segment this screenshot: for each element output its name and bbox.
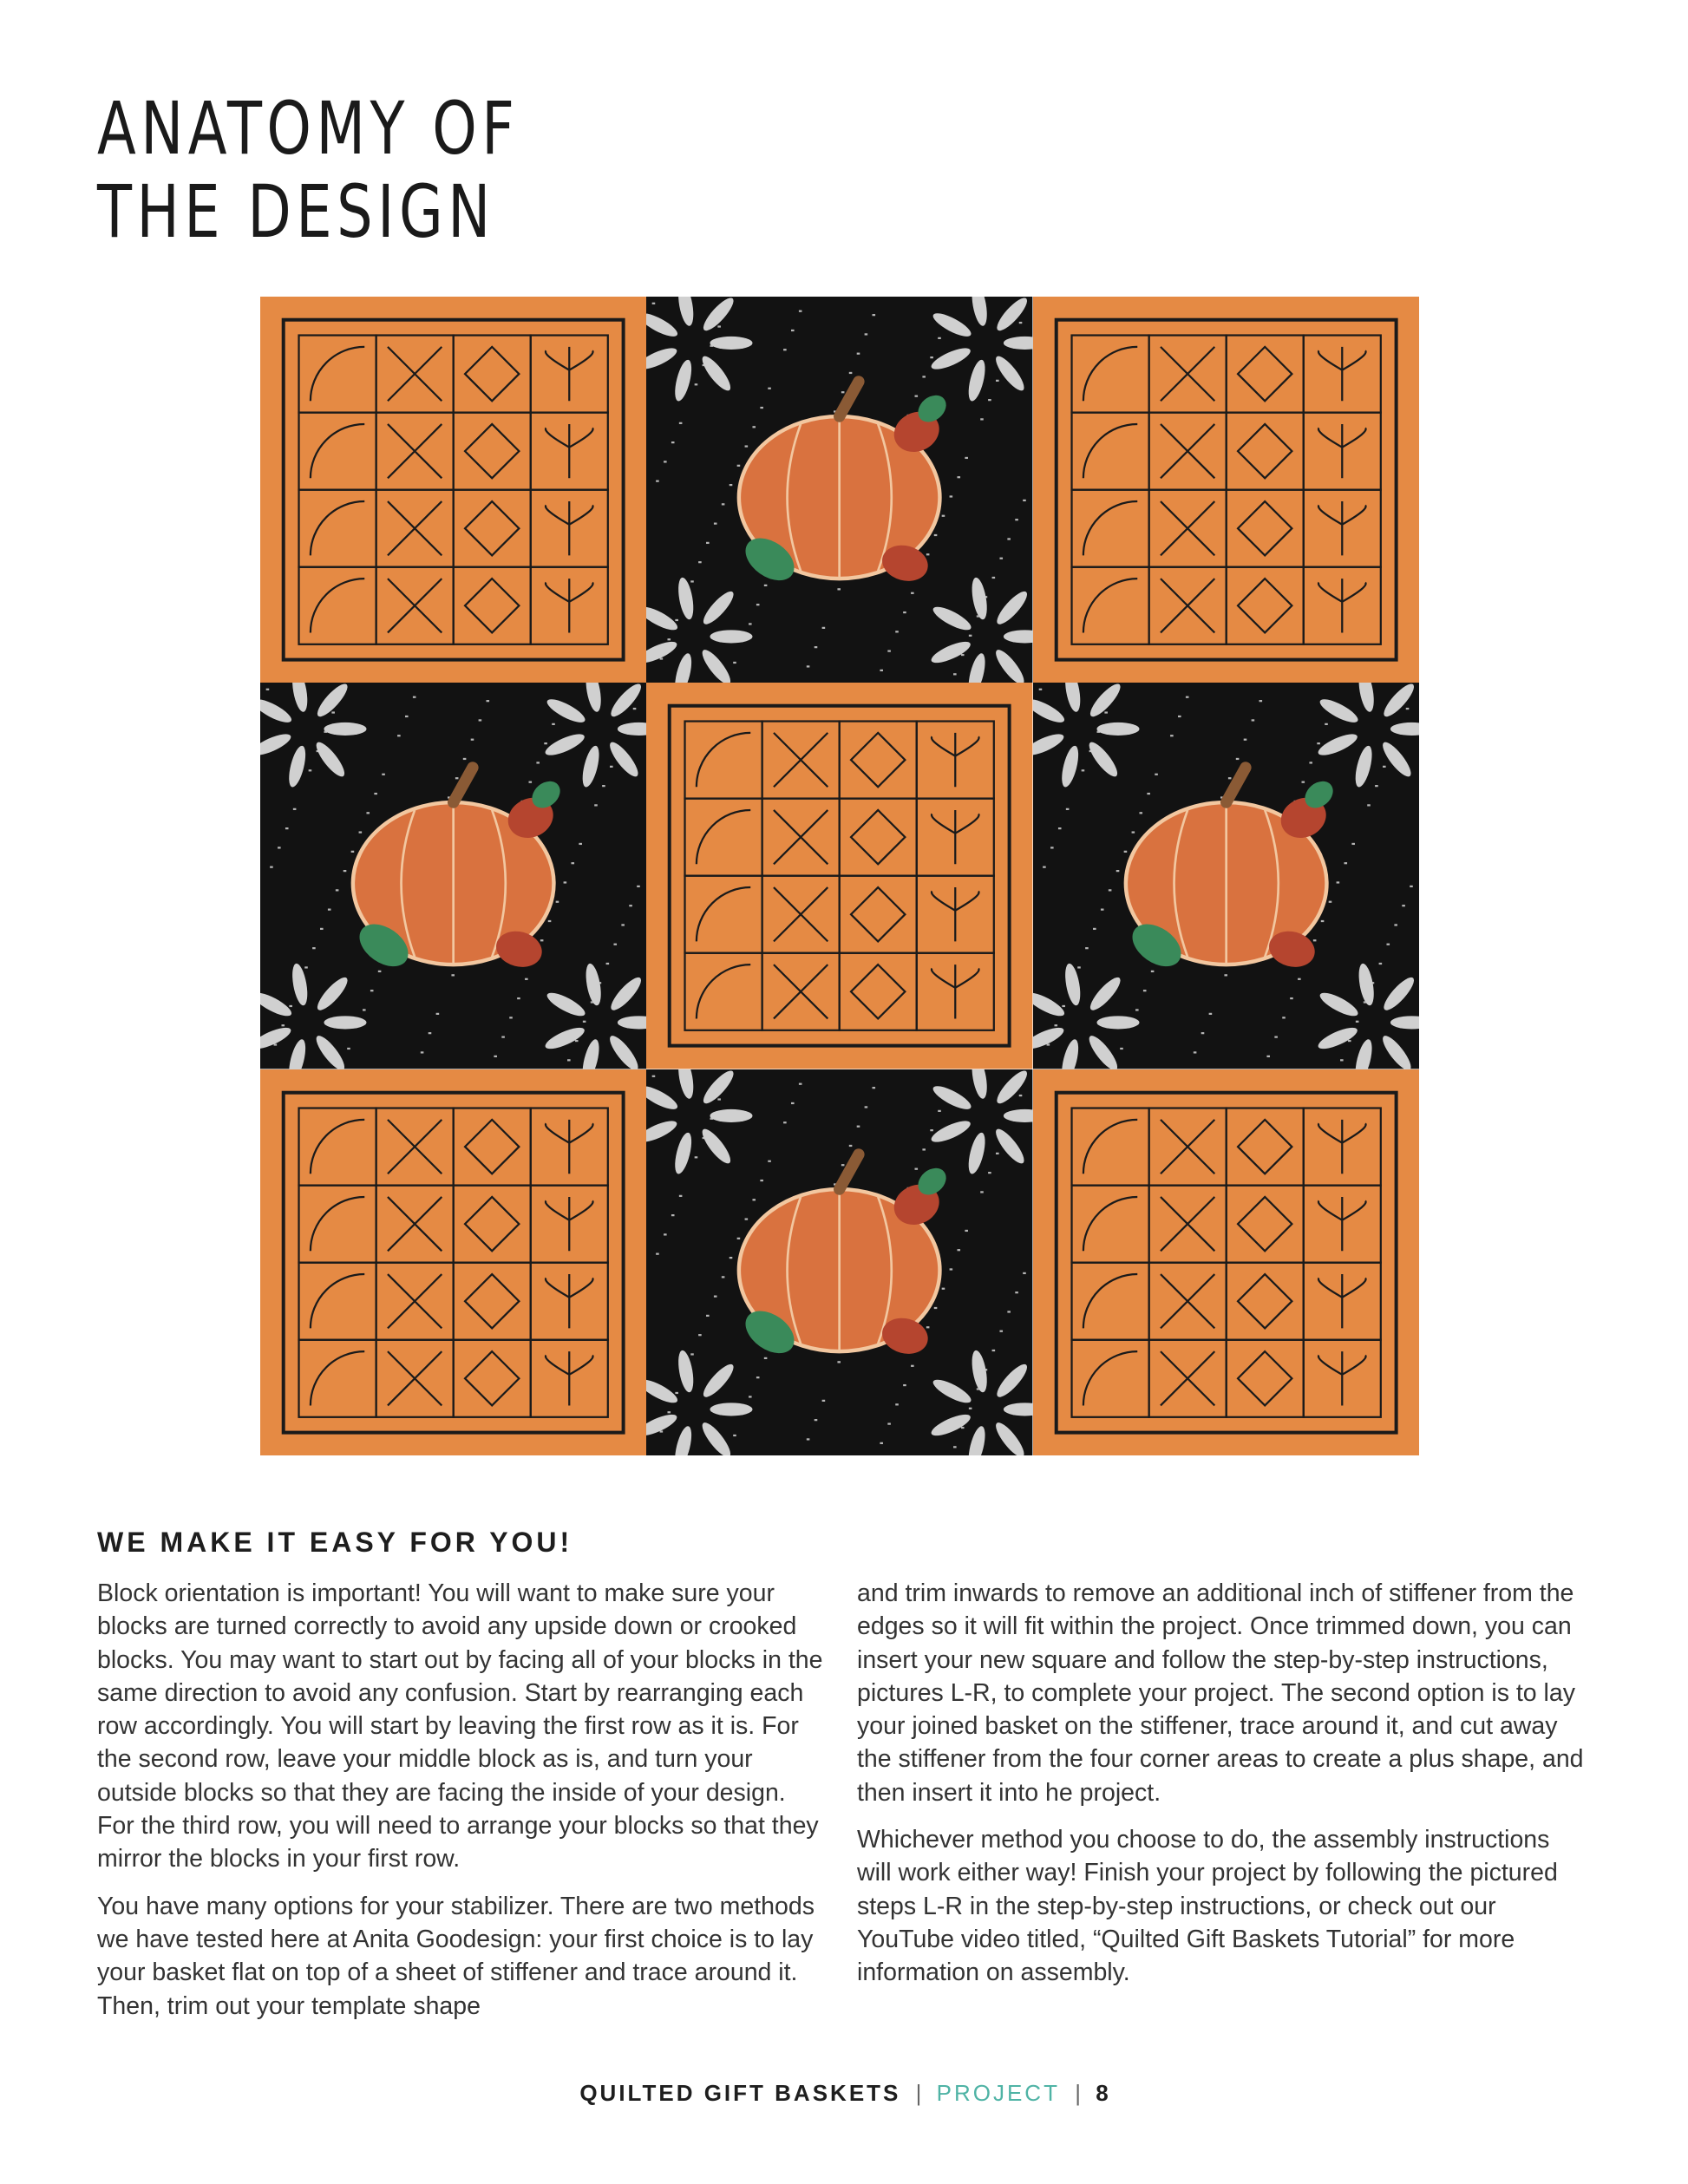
paragraph-stabilizer-options: You have many options for your stabilizer. There are two methods we have tested here at Anita Goodesign: your first choice is to lay your basket flat on top of a sheet of stiffener and trace around it. Then, trim out your template shape <box>97 1892 815 2020</box>
quilt-block-orange <box>1033 1069 1419 1455</box>
footer-section: PROJECT <box>936 2080 1060 2106</box>
quilt-block-orange <box>260 1069 646 1455</box>
section-heading: WE MAKE IT EASY FOR YOU! <box>97 1527 573 1558</box>
paragraph-assembly-instructions: Whichever method you choose to do, the assembly instructions will work either way! Finish your project by following the pictured steps L-R in the step-by-step instructions, or check out our YouTube video titled, “Quilted Gift Baskets Tutorial” for more information on assembly. <box>857 1826 1558 1987</box>
text-column-left <box>97 1577 826 2037</box>
quilt-block-black-pumpkin <box>646 1069 1032 1455</box>
page-title-line-2: THE DESIGN <box>97 169 495 254</box>
quilt-block-black-pumpkin <box>1033 683 1419 1069</box>
text-column-right <box>857 1577 1586 2004</box>
footer-separator-1: | <box>915 2080 922 2106</box>
quilt-block-black-pumpkin <box>646 297 1032 683</box>
page-title <box>97 87 519 253</box>
page-title-line-1: ANATOMY OF <box>97 86 520 171</box>
page-footer <box>0 2080 1688 2107</box>
quilt-block-black-pumpkin <box>260 683 646 1069</box>
footer-publication: QUILTED GIFT BASKETS <box>579 2080 901 2106</box>
quilt-block-orange <box>646 683 1032 1069</box>
quilt-block-orange <box>1033 297 1419 683</box>
paragraph-block-orientation: Block orientation is important! You will want to make sure your blocks are turned correctly to avoid any upside down or crooked blocks. You may want to start out by facing all of your blocks in the same direction to avoid any confusion. Start by rearranging each row accordingly. You will start by leaving the first row as it is. For the second row, leave your middle block as is, and turn your outside blocks so that they are facing the inside of your design. For the third row, you will need to arrange your blocks so that they mirror the blocks in your first row. <box>97 1579 823 1873</box>
footer-separator-2: | <box>1075 2080 1081 2106</box>
quilt-image <box>260 297 1419 1452</box>
paragraph-trim-instructions: and trim inwards to remove an additional inch of stiffener from the edges so it will fit within the project. Once trimmed down, you can insert your new square and follow the step-by-step instructions, pictures L-R, to complete your project. The second option is to lay your joined basket on the stiffener, trace around it, and cut away the stiffener from the four corner areas to create a plus shape, and then insert it into he project. <box>857 1579 1584 1807</box>
footer-page-number: 8 <box>1096 2080 1109 2106</box>
quilt-block-orange <box>260 297 646 683</box>
